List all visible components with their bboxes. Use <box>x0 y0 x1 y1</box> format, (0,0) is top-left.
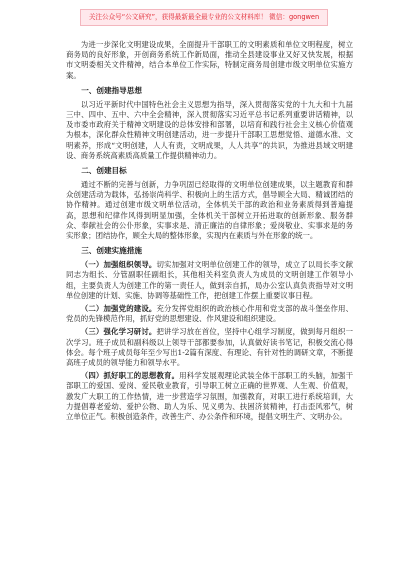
measure-item-2-lead: （二）加强党的建设。 <box>80 304 157 314</box>
section-heading-3: 三、创建实施措施 <box>81 246 142 256</box>
header-banner <box>0 4 408 24</box>
section-1-paragraph: 以习近平新时代中国特色社会主义思想为指导，深入贯彻落实党的十九大和十九届三中、四中、五中、六中全会精神，深入贯彻落实习近平总书记系列重要讲话精神，以及市委市政府关于精神文明建设的总体安排和部署，以培育和践行社会主义核心价值观为根本，深化群众性精神文明创建活动，进一步提升干部职工思想觉悟、道德水准、文明素养，形成“文明创建，人人有责，文明成果，人人共享”的共识，为推进县域文明建设、商务系统高素质高质量工作提供精神动力。 <box>66 99 353 160</box>
banner-text: 关注公众号“公文研究”，获得最新最全最专业的公文材料库！ 微信：gongwen <box>80 9 328 26</box>
measure-item-2-body: 充分发挥党组织的政治核心作用和党支部的战斗堡垒作用、党员的先锋模范作用，抓好党的思想建设、作风建设和组织建设。 <box>66 304 353 324</box>
measure-item-1-lead: （一）加强组织领导。 <box>80 260 157 270</box>
measure-item-4-body: 用科学发展观理论武装全体干部职工的头脑，加强干部职工的爱国、爱岗、爱民敬业教育，引导职工树立正确的世界观、人生观、价值观，激发广大职工的工作热情，进一步营造学习氛围，加强教育，对职工进行系统培训，大力提倡尊老爱幼、爱护公物、助人为乐、见义勇为、扶困济贫精神，打击歪风邪气，树立单位正气。积极创造条件，改善生产、办公条件和环境，提倡文明生产、文明办公。 <box>66 371 353 422</box>
section-heading-1: 一、创建指导思想 <box>81 85 142 95</box>
measure-item-4 <box>66 371 353 422</box>
measure-item-3-lead: （三）强化学习研讨。 <box>80 327 157 337</box>
measure-item-2 <box>66 304 353 324</box>
intro-paragraph: 为进一步深化文明建设成果，全面提升干部职工的文明素质和单位文明程度，树立商务局的良好形象，开创商务系统工作新局面，推动全县建设事业又好又快发展，根据市文明委相关文件精神，结合本单位工作实际，特制定商务局创建市级文明单位实施方案。 <box>66 40 353 80</box>
measure-item-3 <box>66 327 353 368</box>
measure-item-3-body: 把讲学习放在首位，坚持中心组学习制度，做到每月组织一次学习。班子成员和副科级以上领导干部都要参加，认真做好读书笔记，积极交流心得体会。每个班子成员每年至少写出1-2篇有深度、有理论、有针对性的调研文章，不断提高班子成员的领导能力和领导水平。 <box>66 327 353 368</box>
section-2-paragraph: 通过不断的完善与创新，力争巩固已经取得的文明单位创建成果，以主题教育和群众创建活动为载体，弘扬崇尚科学、积极向上的生活方式，倡导顾全大局、精诚团结的协作精神。通过创建市级文明单位活动，全体机关干部的政治和业务素质得到普遍提高，思想和纪律作风得到明显加强，全体机关干部树立开拓进取的创新形象、服务群众、奉献社会的公仆形象，实事求是、清正廉洁的自律形象；爱岗敬业、实事求是的务实形象；团结协作，顾全大局的整体形象，实现内在素质与外在形象的统一。 <box>66 180 353 241</box>
measure-item-1 <box>66 260 353 301</box>
document-body <box>66 40 353 425</box>
measure-item-1-body: 切实加强对文明单位创建工作的领导，成立了以局长李文献同志为组长、分管副职任副组长，其他相关科室负责人为成员的文明创建工作领导小组，主要负责人为创建工作的第一责任人，做到亲自抓，局办公室认真负责指导对文明单位创建的计划、实施、协调等基础性工作，把创建工作摆上重要议事日程。 <box>66 260 353 300</box>
section-heading-2: 二、创建目标 <box>81 166 127 176</box>
measure-item-4-lead: （四）抓好职工的思想教育。 <box>80 371 180 381</box>
